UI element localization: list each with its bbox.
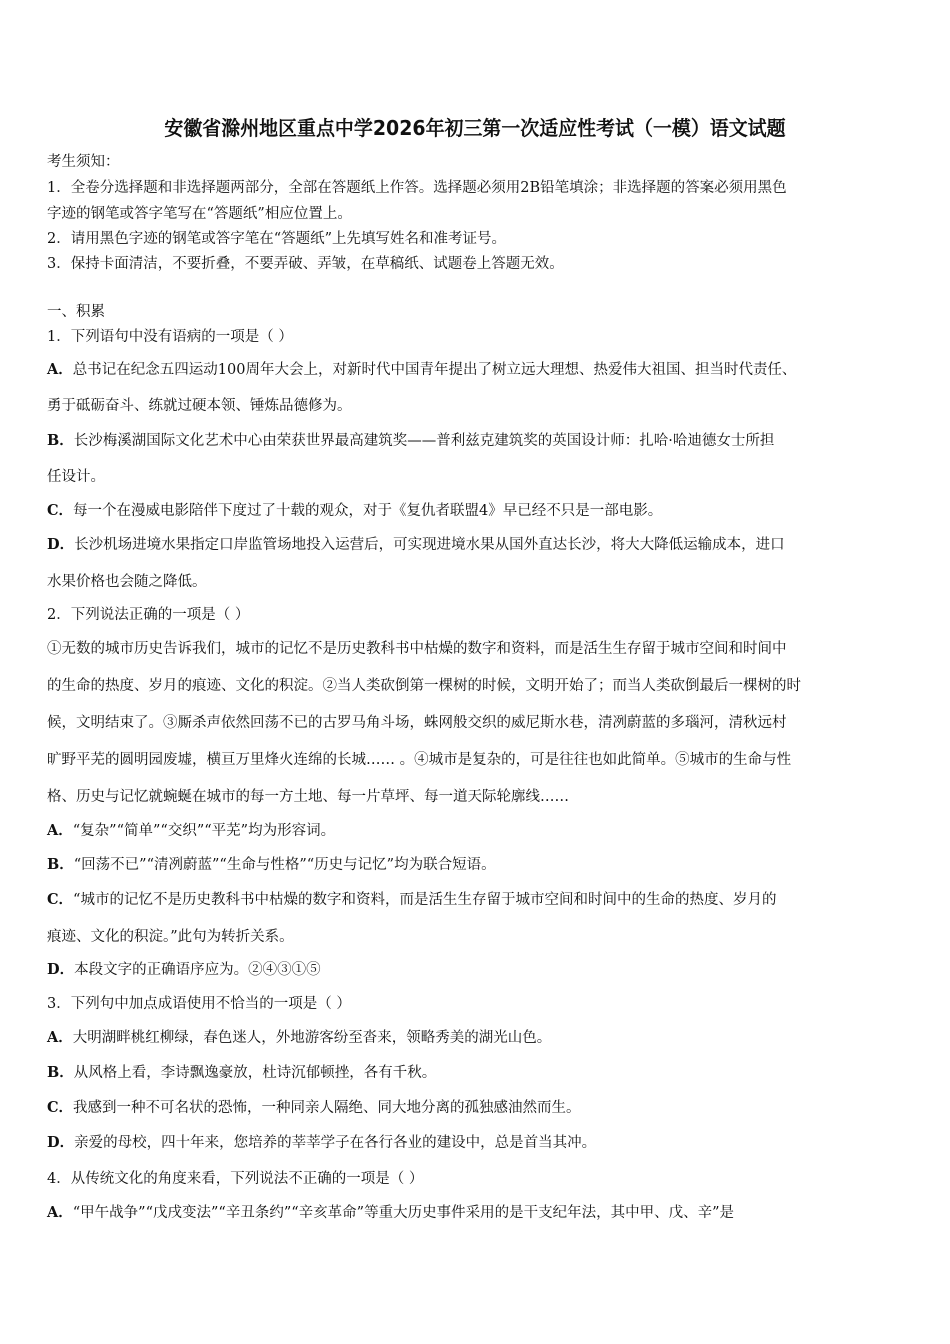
option-text: 本段文字的正确语序应为。②④③①⑤: [74, 962, 321, 978]
option-text: “甲午战争”“戊戌变法”“辛丑条约”“辛亥革命”等重大历史事件采用的是干支纪年法，其中甲、戊、辛”是: [72, 1205, 734, 1221]
option-label: A．: [47, 361, 73, 378]
option-line: [47, 360, 796, 380]
question-stem: 2．下列说法正确的一项是（ ）: [47, 607, 250, 623]
option-line: [47, 1133, 596, 1153]
notice-item: 1．全卷分选择题和非选择题两部分，全部在答题纸上作答。选择题必须用2B铅笔填涂；非选择题的答案必须用黑色: [47, 180, 787, 196]
option-line: [47, 1203, 734, 1223]
option-text: 长沙梅溪湖国际文化艺术中心由荣获世界最高建筑奖——普利兹克建筑奖的英国设计师：扎哈·哈迪德女士所担: [73, 433, 775, 449]
option-label: D．: [47, 961, 75, 978]
notice-item: 字迹的钢笔或答字笔写在“答题纸”相应位置上。: [47, 206, 352, 222]
question-stem: 1．下列语句中没有语病的一项是（ ）: [47, 329, 293, 345]
option-label: D．: [47, 1134, 75, 1151]
notice-item: 2．请用黑色字迹的钢笔或答字笔在“答题纸”上先填写姓名和准考证号。: [47, 231, 507, 247]
option-line: [47, 431, 774, 451]
option-text: 长沙机场进境水果指定口岸监管场地投入运营后，可实现进境水果从国外直达长沙，将大大降低运输成本，进口: [74, 537, 785, 553]
option-line: [47, 960, 321, 980]
option-line: [47, 1063, 436, 1083]
section-heading: 一、积累: [47, 304, 105, 320]
notice-heading: 考生须知：: [47, 154, 120, 170]
option-text: “城市的记忆不是历史教科书中枯燥的数字和资料，而是活生生存留于城市空间和时间中的生命的热度、岁月的: [73, 892, 777, 908]
passage-line: 格、历史与记忆就蜿蜒在城市的每一方土地、每一片草坪、每一道天际轮廓线……: [47, 789, 569, 805]
option-label: A．: [47, 1029, 73, 1046]
option-label: D．: [47, 536, 75, 553]
option-label: A．: [47, 1204, 73, 1221]
option-line: [47, 855, 496, 875]
option-text: 总书记在纪念五四运动100周年大会上，对新时代中国青年提出了树立远大理想、热爱伟大祖国、担当时代责任、: [72, 362, 797, 378]
option-label: B．: [47, 856, 74, 873]
option-line: [47, 1028, 551, 1048]
option-text: 大明湖畔桃红柳绿，春色迷人，外地游客纷至沓来，领略秀美的湖光山色。: [72, 1030, 552, 1046]
option-text: 我感到一种不可名状的恐怖，一种同亲人隔绝、同大地分离的孤独感油然而生。: [73, 1100, 581, 1116]
option-text: 亲爱的母校，四十年来，您培养的莘莘学子在各行各业的建设中，总是首当其冲。: [74, 1135, 597, 1151]
option-text: “回荡不已”“清冽蔚蓝”“生命与性格”“历史与记忆”均为联合短语。: [73, 857, 496, 873]
option-line: [47, 535, 785, 555]
option-line: 勇于砥砺奋斗、练就过硬本领、锤炼品德修为。: [47, 398, 352, 414]
option-label: B．: [47, 1064, 74, 1081]
option-line: [47, 501, 662, 521]
option-line: 痕迹、文化的积淀。”此句为转折关系。: [47, 929, 294, 945]
option-label: A．: [47, 822, 73, 839]
option-label: B．: [47, 432, 74, 449]
passage-line: 旷野平芜的圆明园废墟，横亘万里烽火连绵的长城…… 。④城市是复杂的，可是往往也如此简单。⑤城市的生命与性: [47, 752, 792, 768]
option-text: 从风格上看，李诗飘逸豪放，杜诗沉郁顿挫，各有千秋。: [73, 1065, 437, 1081]
option-label: C．: [47, 891, 74, 908]
question-stem: 4．从传统文化的角度来看，下列说法不正确的一项是（ ）: [47, 1171, 424, 1187]
option-text: “复杂”“简单”“交织”“平芜”均为形容词。: [72, 823, 336, 839]
passage-line: 的生命的热度、岁月的痕迹、文化的积淀。②当人类砍倒第一棵树的时候，文明开始了；而当人类砍倒最后一棵树的时: [47, 678, 801, 694]
passage-line: 候，文明结束了。③厮杀声依然回荡不已的古罗马角斗场，蛛网般交织的威尼斯水巷，清冽蔚蓝的多瑙河，清秋远村: [47, 715, 787, 731]
exam-title: 安徽省滁州地区重点中学2026年初三第一次适应性考试（一模）语文试题: [164, 116, 786, 140]
option-line: [47, 890, 776, 910]
option-label: C．: [47, 502, 74, 519]
option-line: [47, 821, 335, 841]
option-label: C．: [47, 1099, 74, 1116]
option-line: 水果价格也会随之降低。: [47, 574, 207, 590]
question-stem: 3．下列句中加点成语使用不恰当的一项是（ ）: [47, 996, 351, 1012]
notice-item: 3．保持卡面清洁，不要折叠，不要弄破、弄皱，在草稿纸、试题卷上答题无效。: [47, 256, 564, 272]
option-line: [47, 1098, 581, 1118]
option-line: 任设计。: [47, 469, 105, 485]
option-text: 每一个在漫威电影陪伴下度过了十载的观众，对于《复仇者联盟4》早已经不只是一部电影。: [73, 503, 663, 519]
passage-line: ①无数的城市历史告诉我们，城市的记忆不是历史教科书中枯燥的数字和资料，而是活生生存留于城市空间和时间中: [47, 641, 787, 657]
